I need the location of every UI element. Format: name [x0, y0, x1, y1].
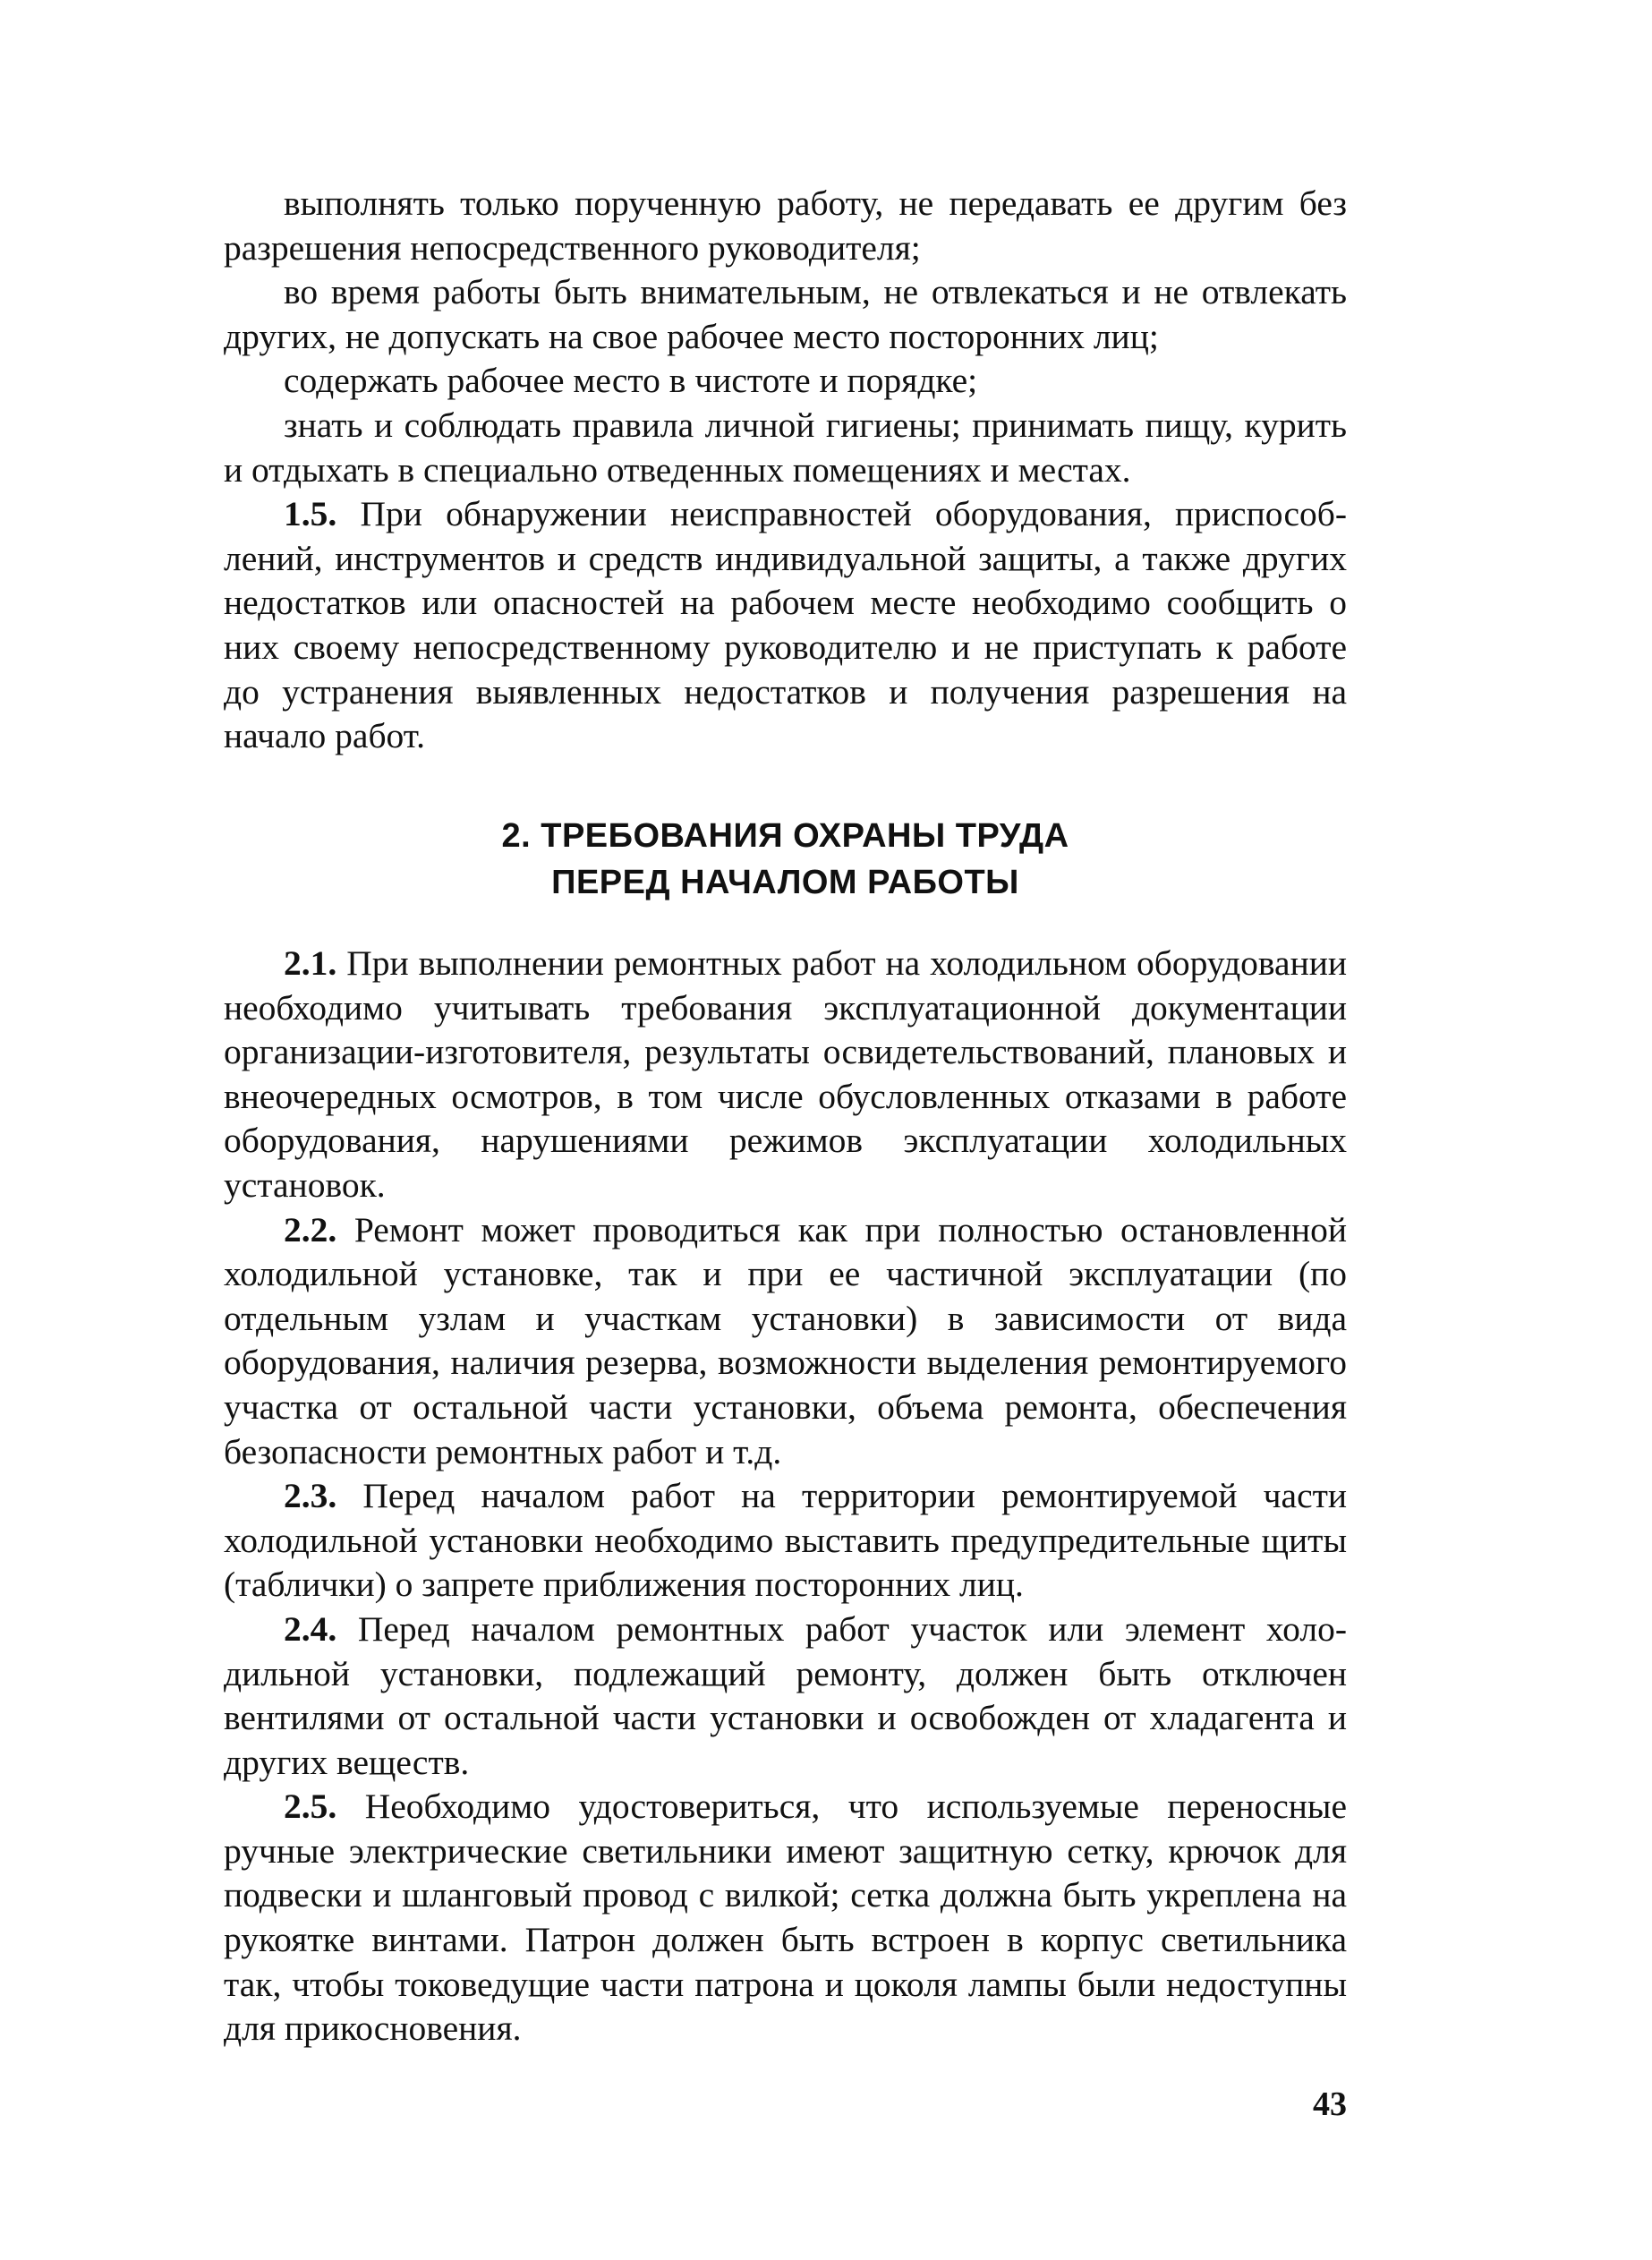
paragraph-2-5: [224, 1785, 1347, 2051]
page-number: 43: [1313, 2085, 1347, 2123]
paragraph-2-3: [224, 1474, 1347, 1608]
item-text-2-3: Перед началом работ на территории ремонтируемой части холодильной установки необходимо выставить предупредительные щиты (таблички) о запрете приближения посторонних лиц.: [224, 1476, 1347, 1605]
item-number-1-5: 1.5.: [284, 494, 337, 534]
section-heading-line-1: 2. ТРЕБОВАНИЯ ОХРАНЫ ТРУДА: [501, 817, 1069, 855]
section-heading-line-2: ПЕРЕД НАЧАЛОМ РАБОТЫ: [551, 864, 1019, 901]
section-heading: [224, 813, 1347, 906]
paragraph-1-5: [224, 492, 1347, 759]
item-number-2-1: 2.1.: [284, 943, 337, 983]
paragraph-duty-3: содержать рабочее место в чистоте и порядке;: [284, 361, 978, 401]
item-text-2-2: Ремонт может проводиться как при полностью остановленной холодильной установке, так и при ее частичной эксплуатации (по отдельным узлам и участкам установки) в зависимости от вида оборудования, наличия резерва, возможности выделения ремонтируемого участка от остальной части установки, объема ремонта, обеспечения безопасности ремонтных работ и т.д.: [224, 1209, 1347, 1471]
section-2-body: [224, 942, 1347, 2051]
item-text-2-5: Необходимо удостовериться, что используемые переносные ручные электрические светильники имеют защитную сетку, крючок для подвески и шланговый провод с вилкой; сетка должна быть укреплена на рукоятке винтами. Патрон должен быть встроен в корпус светильника так, чтобы токоведущие части патрона и цоколя лампы были недоступны для прикосновения.: [224, 1787, 1347, 2049]
item-text-1-5: При обнаружении неисправностей оборудования, приспособлений, инструментов и средств индивидуальной защиты, а также других недостатков или опасностей на рабочем месте необходимо сообщить о них своему непосредственному руководителю и не приступать к работе до устранения выявленных недостатков и получения разрешения на начало работ.: [224, 494, 1347, 756]
item-number-2-4: 2.4.: [284, 1608, 337, 1649]
paragraph-duty-2: во время работы быть внимательным, не отвлекаться и не отвлекать других, не допускать на свое рабочее место посторонних лиц;: [224, 272, 1347, 356]
item-number-2-3: 2.3.: [284, 1476, 337, 1516]
paragraph-duty-1: выполнять только порученную работу, не передавать ее другим без разрешения непосредственного руководителя;: [224, 183, 1347, 268]
item-number-2-5: 2.5.: [284, 1787, 337, 1827]
section-1-continuation: [224, 182, 1347, 759]
item-text-2-4: Перед началом ремонтных работ участок или элемент холодильной установки, подлежащий ремонту, должен быть отключен вентилями от остальной части установки и освобожден от хладагента и других веществ.: [224, 1608, 1347, 1782]
paragraph-duty-4: знать и соблюдать правила личной гигиены; принимать пищу, курить и отдыхать в специально отведенных помещениях и местах.: [224, 405, 1347, 490]
paragraph-2-4: [224, 1608, 1347, 1785]
item-number-2-2: 2.2.: [284, 1209, 337, 1249]
item-text-2-1: При выполнении ремонтных работ на холодильном оборудовании необходимо учитывать требования эксплуатационной документации организации-изготовителя, результаты освидетельствований, плановых и внеочередных осмотров, в том числе обусловленных отказами в работе оборудования, нарушениями режимов эксплуатации холодильных установок.: [224, 943, 1347, 1205]
paragraph-2-2: [224, 1208, 1347, 1475]
paragraph-2-1: [224, 942, 1347, 1208]
